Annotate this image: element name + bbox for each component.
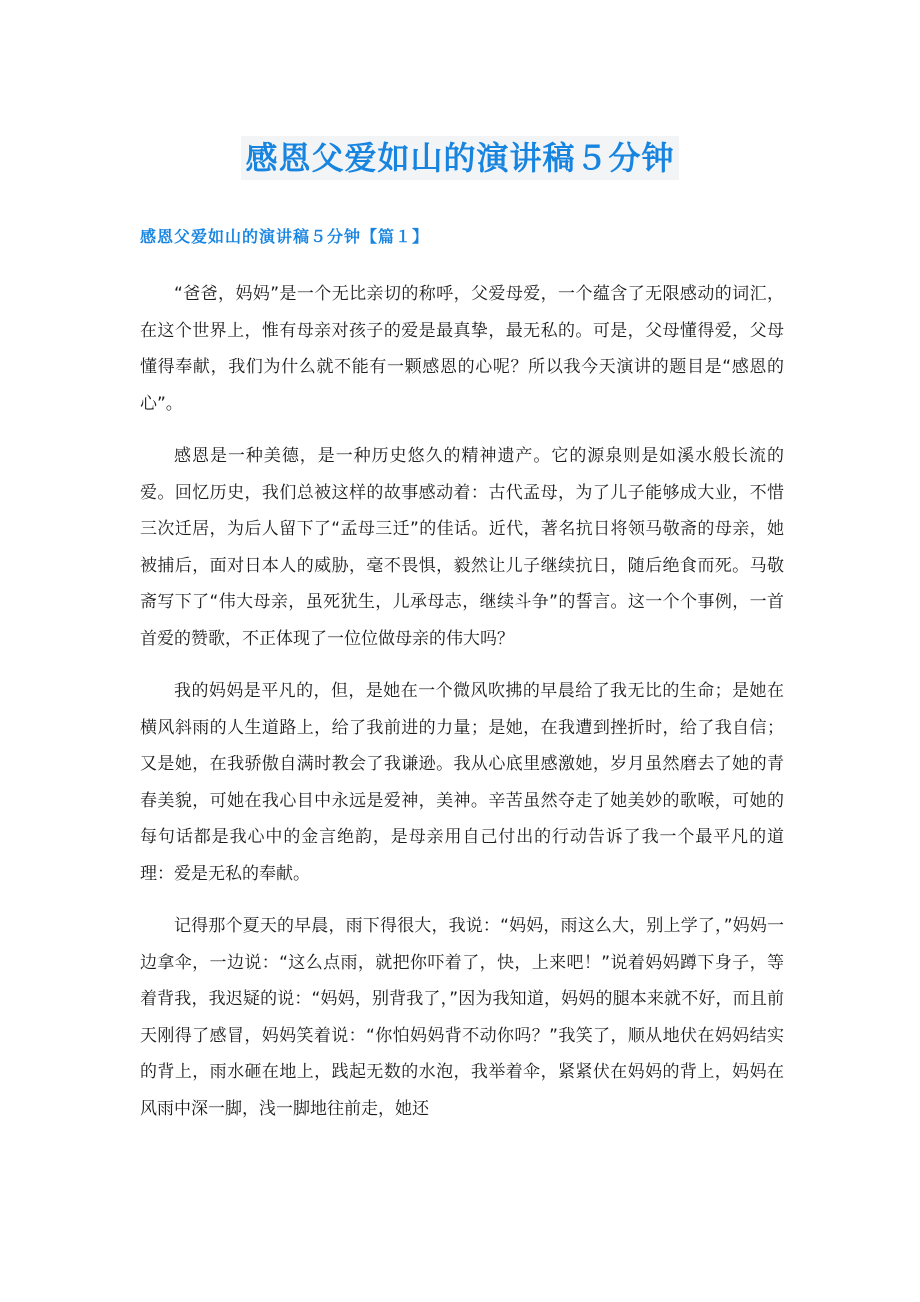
paragraph-3: 我的妈妈是平凡的，但，是她在一个微风吹拂的早晨给了我无比的生命；是她在横风斜雨的人生道路上，给了我前进的力量；是她，在我遭到挫折时，给了我自信；又是她，在我骄傲自满时教会了我谦逊。我从心底里感激她，岁月虽然磨去了她的青春美貌，可她在我心目中永远是爱神，美神。辛苦虽然夺走了她美妙的歌喉，可她的每句话都是我心中的金言绝韵，是母亲用自己付出的行动告诉了我一个最平凡的道理：爱是无私的奉献。: [140, 681, 784, 884]
paragraph-4: 记得那个夏天的早晨，雨下得很大，我说：“妈妈，雨这么大，别上学了，”妈妈一边拿伞，一边说：“这么点雨，就把你吓着了，快，上来吧！”说着妈妈蹲下身子，等着背我，我迟疑的说：“妈妈，别背我了，”因为我知道，妈妈的腿本来就不好，而且前天刚得了感冒，妈妈笑着说：“你怕妈妈背不动你吗？”我笑了，顺从地伏在妈妈结实的背上，雨水砸在地上，践起无数的水泡，我举着伞，紧紧伏在妈妈的背上，妈妈在风雨中深一脚，浅一脚地往前走，她还: [140, 916, 784, 1119]
paragraph-1: “爸爸，妈妈”是一个无比亲切的称呼，父爱母爱，一个蕴含了无限感动的词汇，在这个世界上，惟有母亲对孩子的爱是最真挚，最无私的。可是，父母懂得爱，父母懂得奉献，我们为什么就不能有一颗感恩的心呢？所以我今天演讲的题目是“感恩的心”。: [140, 284, 784, 414]
page-title: 感恩父爱如山的演讲稿５分钟: [241, 136, 678, 180]
title-container: [0, 136, 920, 180]
paragraph-2: 感恩是一种美德，是一种历史悠久的精神遗产。它的源泉则是如溪水般长流的爱。回忆历史，我们总被这样的故事感动着：古代孟母，为了儿子能够成大业，不惜三次迁居，为后人留下了“孟母三迁”的佳话。近代，著名抗日将领马敬斋的母亲，她被捕后，面对日本人的威胁，毫不畏惧，毅然让儿子继续抗日，随后绝食而死。马敬斋写下了“伟大母亲，虽死犹生，儿承母志，继续斗争”的誓言。这一个个事例，一首首爱的赞歌，不正体现了一位位做母亲的伟大吗？: [140, 446, 784, 649]
document-body: [140, 276, 784, 1143]
section-heading: 感恩父爱如山的演讲稿５分钟【篇１】: [140, 227, 430, 246]
